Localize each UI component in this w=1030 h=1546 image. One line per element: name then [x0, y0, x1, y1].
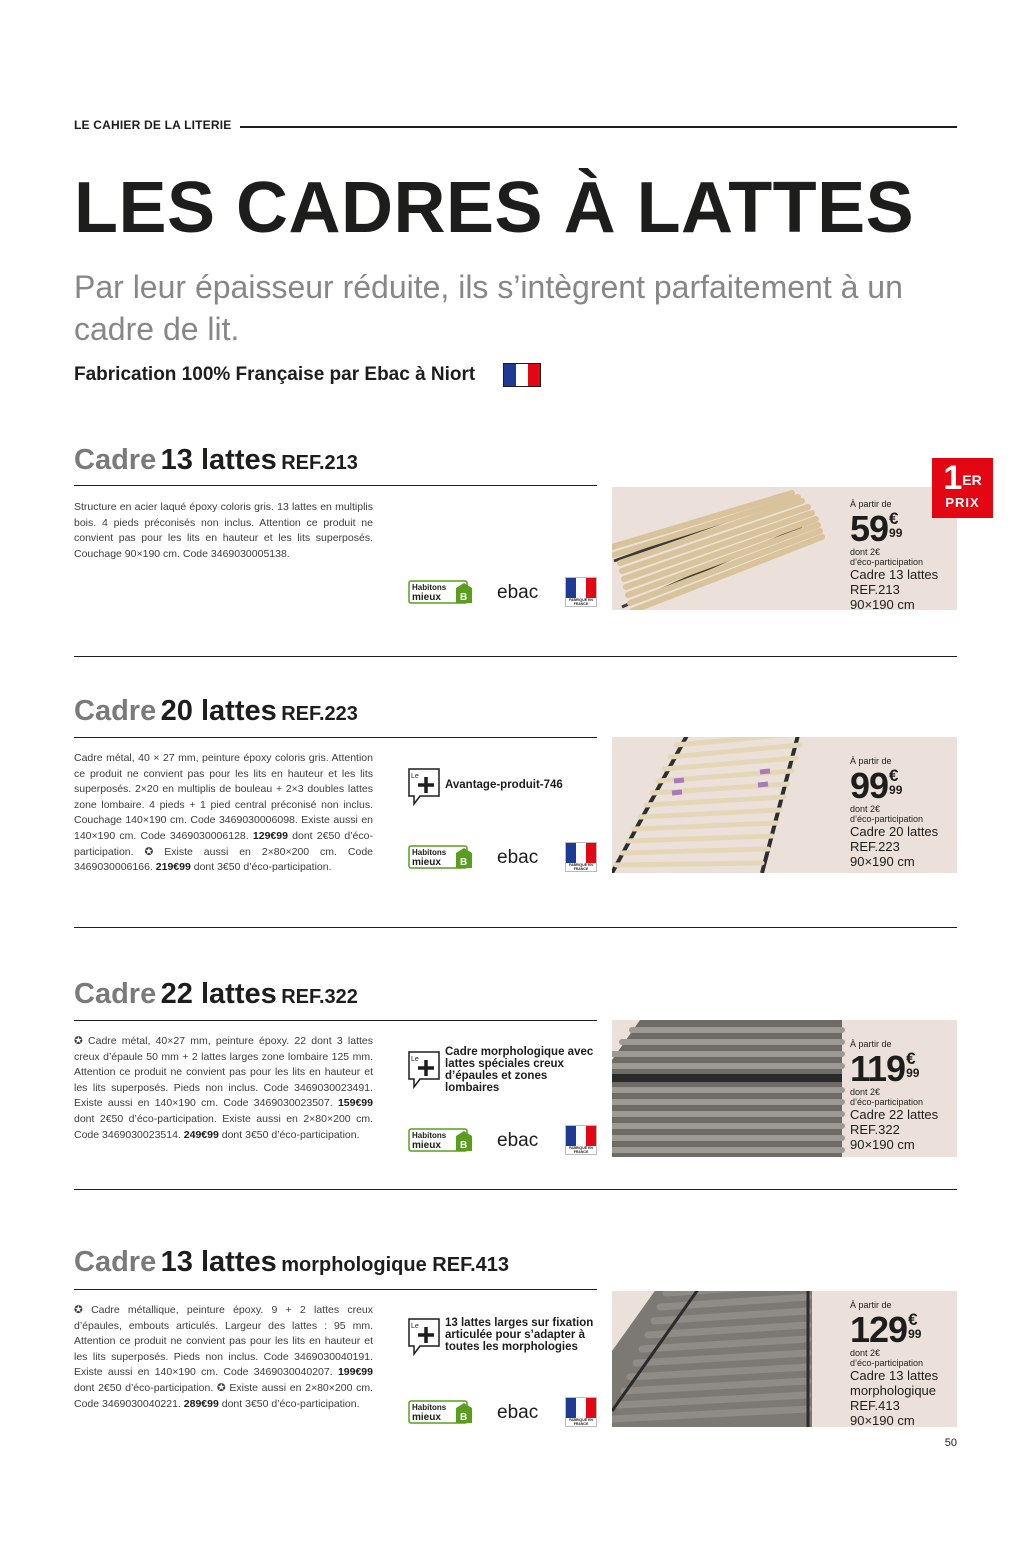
- star-icon: ✪: [144, 845, 154, 858]
- fabrique-en-france-icon: FABRIQUÉ EN FRANCE: [565, 842, 597, 872]
- ebac-logo-icon: [496, 844, 552, 870]
- fabrication-note: Fabrication 100% Française par Ebac à Niort: [74, 364, 476, 385]
- svg-text:B: B: [460, 1140, 468, 1151]
- section-divider: [74, 656, 957, 657]
- page-title: LES CADRES À LATTES: [74, 168, 915, 248]
- svg-text:mieux: mieux: [412, 1140, 441, 1151]
- kicker-rule: [240, 126, 957, 128]
- svg-text:Le: Le: [411, 1056, 419, 1063]
- section-kicker: LE CAHIER DE LA LITERIE: [74, 118, 232, 132]
- habitons-mieux-icon: [408, 1128, 478, 1152]
- svg-text:Habitons: Habitons: [412, 1403, 447, 1412]
- ebac-logo-icon: [496, 1127, 552, 1153]
- svg-text:mieux: mieux: [412, 1412, 441, 1423]
- price-box: À partir de 119 € 99 dont 2€ d’éco-participation Cadre 22 lattes REF.322 90×190 cm: [850, 1039, 958, 1152]
- svg-text:Habitons: Habitons: [412, 848, 447, 857]
- product-logos: [408, 842, 598, 872]
- svg-text:B: B: [460, 592, 468, 603]
- svg-text:Habitons: Habitons: [412, 1131, 447, 1140]
- title-rule: [74, 1020, 597, 1021]
- price: 129 € 99: [850, 1309, 922, 1350]
- ebac-logo-icon: [496, 579, 552, 605]
- star-icon: ✪: [74, 1304, 83, 1316]
- french-flag-icon: [503, 363, 541, 387]
- title-rule: [74, 737, 597, 738]
- svg-text:Le: Le: [411, 773, 419, 780]
- product-description: ✪ Cadre métal, 40×27 mm, peinture époxy. 22 dont 3 lattes creux d’épaule 50 mm + 2 lattes larges zone lombaire 125 mm. Attention ce produit ne convient pas pour les lits en hauteur et les lits superposés. Pieds non inclus. Code 3469030023491. Existe aussi en 140×190 cm. Code 3469030023507. 159€99 dont 2€50 d’éco-participation. Existe aussi en 2×80×200 cm. Code 3469030023514. 249€99 dont 3€50 d’éco-participation.: [74, 1035, 374, 1141]
- page-number: 50: [944, 1437, 957, 1449]
- le-plus-icon: [408, 768, 440, 806]
- product-title: Cadre 20 lattes REF.223: [74, 695, 358, 727]
- product-title: Cadre 13 lattes REF.213: [74, 444, 358, 476]
- ebac-logo-icon: [496, 1399, 552, 1425]
- title-rule: [74, 485, 597, 486]
- svg-text:mieux: mieux: [412, 592, 441, 603]
- product-logos: [408, 1397, 598, 1427]
- svg-text:B: B: [460, 857, 468, 868]
- product-title: Cadre 22 lattes REF.322: [74, 978, 358, 1010]
- product-description: Structure en acier laqué époxy coloris gris. 13 lattes en multiplis bois. 4 pieds préconisés non inclus. Attention ce produit ne convient pas pour les lits en hauteur et les lits superposés. Couchage 90×190 cm. Code 3469030005138.: [74, 501, 373, 560]
- product-logos: [408, 577, 598, 607]
- product-title: Cadre 13 lattes morphologique REF.413: [74, 1246, 509, 1278]
- price: 119 € 99: [850, 1048, 920, 1089]
- le-plus-icon: [408, 1318, 440, 1356]
- svg-text:ebac: ebac: [497, 582, 539, 603]
- svg-text:B: B: [460, 1412, 468, 1423]
- price-box: À partir de 59 € 99 dont 2€ d’éco-participation Cadre 13 lattes REF.213 90×190 cm: [850, 499, 958, 612]
- svg-text:Habitons: Habitons: [412, 583, 447, 592]
- price: 59 € 99: [850, 508, 903, 549]
- price: 99 € 99: [850, 765, 903, 806]
- svg-text:mieux: mieux: [412, 857, 441, 868]
- fabrique-en-france-icon: FABRIQUÉ EN FRANCE: [565, 1397, 597, 1427]
- product-description: ✪ Cadre métallique, peinture époxy. 9 + 2 lattes creux d’épaules, embouts articulés. Largeur des lattes : 95 mm. Attention ce produit ne convient pas pour les lits en hauteur et les lits superposés. Pieds non inclus. Code 3469030040191. Existe aussi en 140×190 cm. Code 3469030040207. 199€99 dont 2€50 d’éco-participation. ✪ Existe aussi en 2×80×200 cm. Code 3469030040221. 289€99 dont 3€50 d’éco-participation.: [74, 1304, 374, 1410]
- title-rule: [74, 1289, 597, 1290]
- le-plus-icon: [408, 1051, 440, 1089]
- section-divider: [74, 1189, 957, 1190]
- svg-text:ebac: ebac: [497, 1402, 539, 1423]
- product-description: Cadre métal, 40 × 27 mm, peinture époxy coloris gris. Attention ce produit ne convient pas pour les lits en hauteur et les lits superposés. 2×20 en multiplis de bouleau + 2×3 doubles lattes zone lombaire. 4 pieds + 1 pied central préconisé non inclus. Couchage 140×190 cm. Code 3469030006098. Existe aussi en 140×190 cm. Code 3469030006128. 129€99 dont 2€50 d’éco-participation. ✪ Existe aussi en 2×80×200 cm. Code 3469030006166. 219€99 dont 3€50 d’éco-participation.: [74, 752, 373, 874]
- price-box: À partir de 129 € 99 dont 2€ d’éco-participation Cadre 13 lattes morphologique REF.413 90×190 cm: [850, 1300, 958, 1428]
- page-subtitle: Par leur épaisseur réduite, ils s’intègrent parfaitement à un cadre de lit.: [74, 269, 903, 347]
- habitons-mieux-icon: [408, 845, 478, 869]
- product-logos: [408, 1125, 598, 1155]
- svg-text:ebac: ebac: [497, 1130, 539, 1151]
- svg-text:ebac: ebac: [497, 847, 539, 868]
- habitons-mieux-icon: [408, 1400, 478, 1424]
- section-divider: [74, 927, 957, 928]
- product-advantage: Le 13 lattes larges sur fixation articulée pour s’adapter à toutes les morphologies: [408, 1318, 600, 1356]
- star-icon: ✪: [74, 1035, 83, 1047]
- habitons-mieux-icon: [408, 580, 478, 604]
- product-advantage: Le Avantage-produit-746: [408, 768, 600, 806]
- product-advantage: Le Cadre morphologique avec lattes spéciales creux d’épaules et zones lombaires: [408, 1051, 600, 1094]
- star-icon: ✪: [216, 1381, 226, 1394]
- fabrique-en-france-icon: FABRIQUÉ EN FRANCE: [565, 1125, 597, 1155]
- fabrique-en-france-icon: FABRIQUÉ EN FRANCE: [565, 577, 597, 607]
- first-price-badge: 1ER PRIX: [932, 458, 993, 518]
- svg-text:Le: Le: [411, 1323, 419, 1330]
- price-box: À partir de 99 € 99 dont 2€ d’éco-participation Cadre 20 lattes REF.223 90×190 cm: [850, 756, 958, 869]
